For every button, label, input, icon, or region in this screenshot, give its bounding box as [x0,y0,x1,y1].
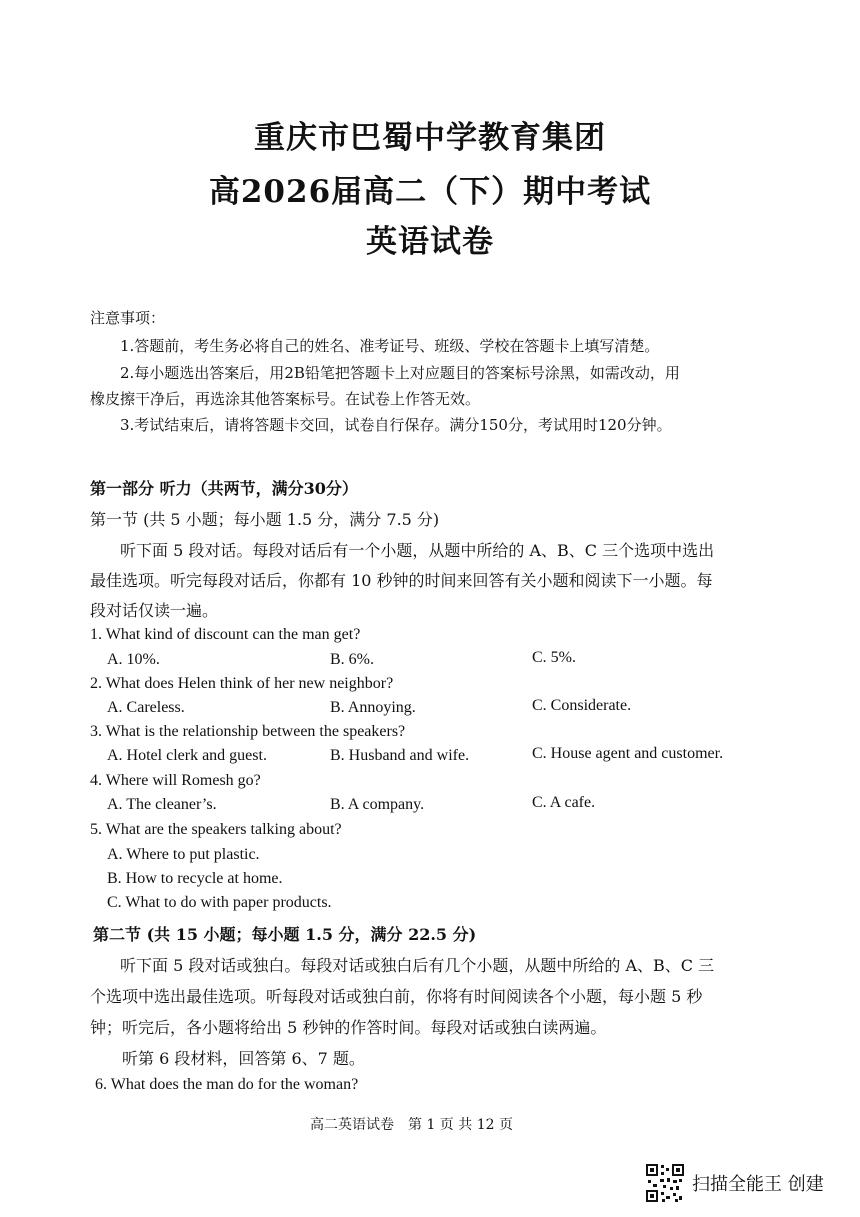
section1-instructions-2: 最佳选项。听完每段对话后，你都有 10 秒钟的时间来回答有关小题和阅读下一小题。每 [90,571,713,590]
scanner-watermark: 扫描全能王 创建 [692,1174,824,1195]
notice-heading: 注意事项： [90,309,166,327]
question-4-option-a: A. The cleaner’s. [107,796,217,813]
part1-heading: 第一部分 听力（共两节，满分30分） [90,479,358,498]
qr-code-icon [645,1163,685,1203]
question-2-stem: 2. What does Helen think of her new neighbor? [90,675,394,692]
school-name: 重庆市巴蜀中学教育集团 [254,120,606,156]
section1-instructions-3: 段对话仅读一遍。 [90,601,219,620]
exam-name: 高2026届高二（下）期中考试 [208,174,652,210]
section2-instructions-1: 听下面 5 段对话或独白。每段对话或独白后有几个小题，从题中所给的 A、B、C 三 [120,956,715,975]
notice-item-1: 1.答题前，考生务必将自己的姓名、准考证号、班级、学校在答题卡上填写清楚。 [120,337,660,355]
question-1-option-c: C. 5%. [532,649,576,666]
question-1-option-b: B. 6%. [330,651,374,668]
question-6-stem: 6. What does the man do for the woman? [95,1076,359,1093]
question-4-stem: 4. Where will Romesh go? [90,772,261,789]
question-1-option-a: A. 10%. [107,651,160,668]
question-4-option-c: C. A cafe. [532,794,596,811]
section1-heading: 第一节 (共 5 小题；每小题 1.5 分，满分 7.5 分) [90,510,440,529]
section2-instructions-2: 个选项中选出最佳选项。听每段对话或独白前，你将有时间阅读各个小题，每小题 5 秒 [90,987,703,1006]
question-4-option-b: B. A company. [330,796,425,813]
question-3-option-c: C. House agent and customer. [532,745,724,762]
question-2-option-c: C. Considerate. [532,697,632,714]
subject-title: 英语试卷 [366,224,494,260]
question-1-stem: 1. What kind of discount can the man get? [90,626,361,643]
notice-item-2-cont: 橡皮擦干净后，再选涂其他答案标号。在试卷上作答无效。 [90,390,481,408]
question-3-option-b: B. Husband and wife. [330,747,470,764]
question-3-stem: 3. What is the relationship between the speakers? [90,723,406,740]
question-5-option-b: B. How to recycle at home. [107,870,283,887]
question-5-option-a: A. Where to put plastic. [107,846,260,863]
question-2-option-a: A. Careless. [107,699,185,716]
section2-heading: 第二节 (共 15 小题；每小题 1.5 分，满分 22.5 分) [93,925,477,944]
question-5-option-c: C. What to do with paper products. [107,894,332,911]
notice-item-3: 3.考试结束后，请将答题卡交回，试卷自行保存。满分150分，考试用时120分钟。 [120,416,672,434]
question-2-option-b: B. Annoying. [330,699,416,716]
question-3-option-a: A. Hotel clerk and guest. [107,747,267,764]
section2-instructions-3: 钟；听完后，各小题将给出 5 秒钟的作答时间。每段对话或独白读两遍。 [90,1018,607,1037]
listen-material-6: 听第 6 段材料，回答第 6、7 题。 [122,1049,365,1068]
question-5-stem: 5. What are the speakers talking about? [90,821,342,838]
section1-instructions-1: 听下面 5 段对话。每段对话后有一个小题，从题中所给的 A、B、C 三个选项中选出 [120,541,715,560]
page-footer: 高二英语试卷 第 1 页 共 12 页 [310,1117,513,1133]
notice-item-2: 2.每小题选出答案后，用2B铅笔把答题卡上对应题目的答案标号涂黑，如需改动，用 [120,364,680,382]
